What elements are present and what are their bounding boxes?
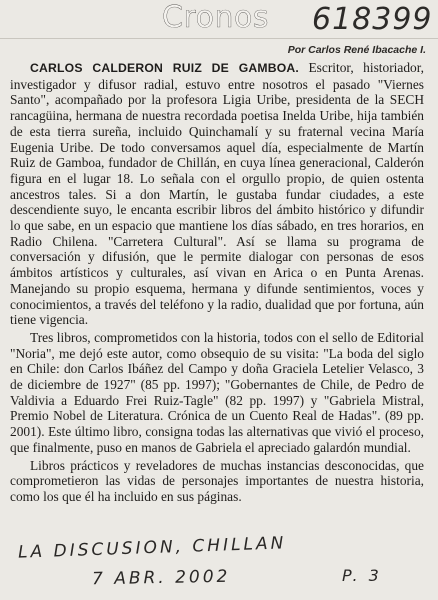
handwritten-page: P. 3	[342, 566, 382, 585]
column-title: Cronos	[162, 0, 269, 35]
article-paragraph: Tres libros, comprometidos con la historia, todos con el sello de Editorial "Noria", me dejó este autor, como obsequio de su visita: "La boda del siglo en Chile: don Carlos Ibáñez del Campo y doña Graciela Letelier Velasco, 3 de diciembre de 1927" (85 pp. 1997); "Gobernantes de Chile, de Pedro de Valdivia a Eduardo Frei Ruiz-Tagle" (82 pp. 1997) y "Gabriela Mistral, Premio Nobel de Literatura. Crónica de un Cuento Real de Hadas". (89 pp. 2001). Este último libro, consigna todas las alternativas que vivió el proceso, que finalmente, puso en manos de Gabriela el apreciado galardón mundial.	[10, 329, 424, 455]
handwritten-date: 7 ABR. 2002	[91, 566, 231, 590]
handwritten-publication: LA DISCUSION, CHILLAN	[17, 533, 287, 563]
article-lead: CARLOS CALDERON RUIZ DE GAMBOA.	[30, 61, 300, 75]
column-header	[0, 0, 438, 39]
author-byline: Por Carlos René Ibacache I.	[287, 44, 426, 56]
article-paragraph	[10, 60, 424, 328]
article-paragraph-text: Escritor, historiador, investigador y difusor radial, estuvo entre nosotros el pasado "Viernes Santo", acompañado por la profesora Ligia Uribe, presidenta de la SECH rancagüina, hermana de nuestra recordada poetisa Inelda Uribe, hija también de esta tierra sureña, incluido Quinchamalí y su fraternal vecina María Eugenia Uribe. De todo conversamos aquel día, especialmente de Martín Ruiz de Gamboa, fundador de Chillán, en cuya línea generacional, Calderón figura en el lugar 18. Lo señala con el orgullo propio, de quien ostenta ancestros tales. Si a don Martín, le gustaba fundar ciudades, a este descendiente suyo, le encanta escribir libros del ámbito histórico y difundir lo que sabe, en un espacio que mantiene los días sábado, en tres horarios, en Radio Chilena. "Carretera Cultural". Así se llama su programa de conversación y difusión, que le permite dialogar con personas de esos ámbitos artísticos y culturales, así vivan en Arica o en Punta Arenas. Manejando su propio esquema, hermana y difunde sentimientos, voces y conocimientos, a través del teléfono y la radio, dualidad que por fortuna, aún tiene vigencia.	[10, 60, 424, 328]
handwritten-archive-number: 618399	[312, 2, 433, 37]
article-body	[10, 60, 424, 505]
article-paragraph: Libros prácticos y reveladores de muchas instancias desconocidas, que comprometieron las vidas de personajes importantes de nuestra historia, como los que él ha incluido en sus páginas.	[10, 457, 424, 504]
